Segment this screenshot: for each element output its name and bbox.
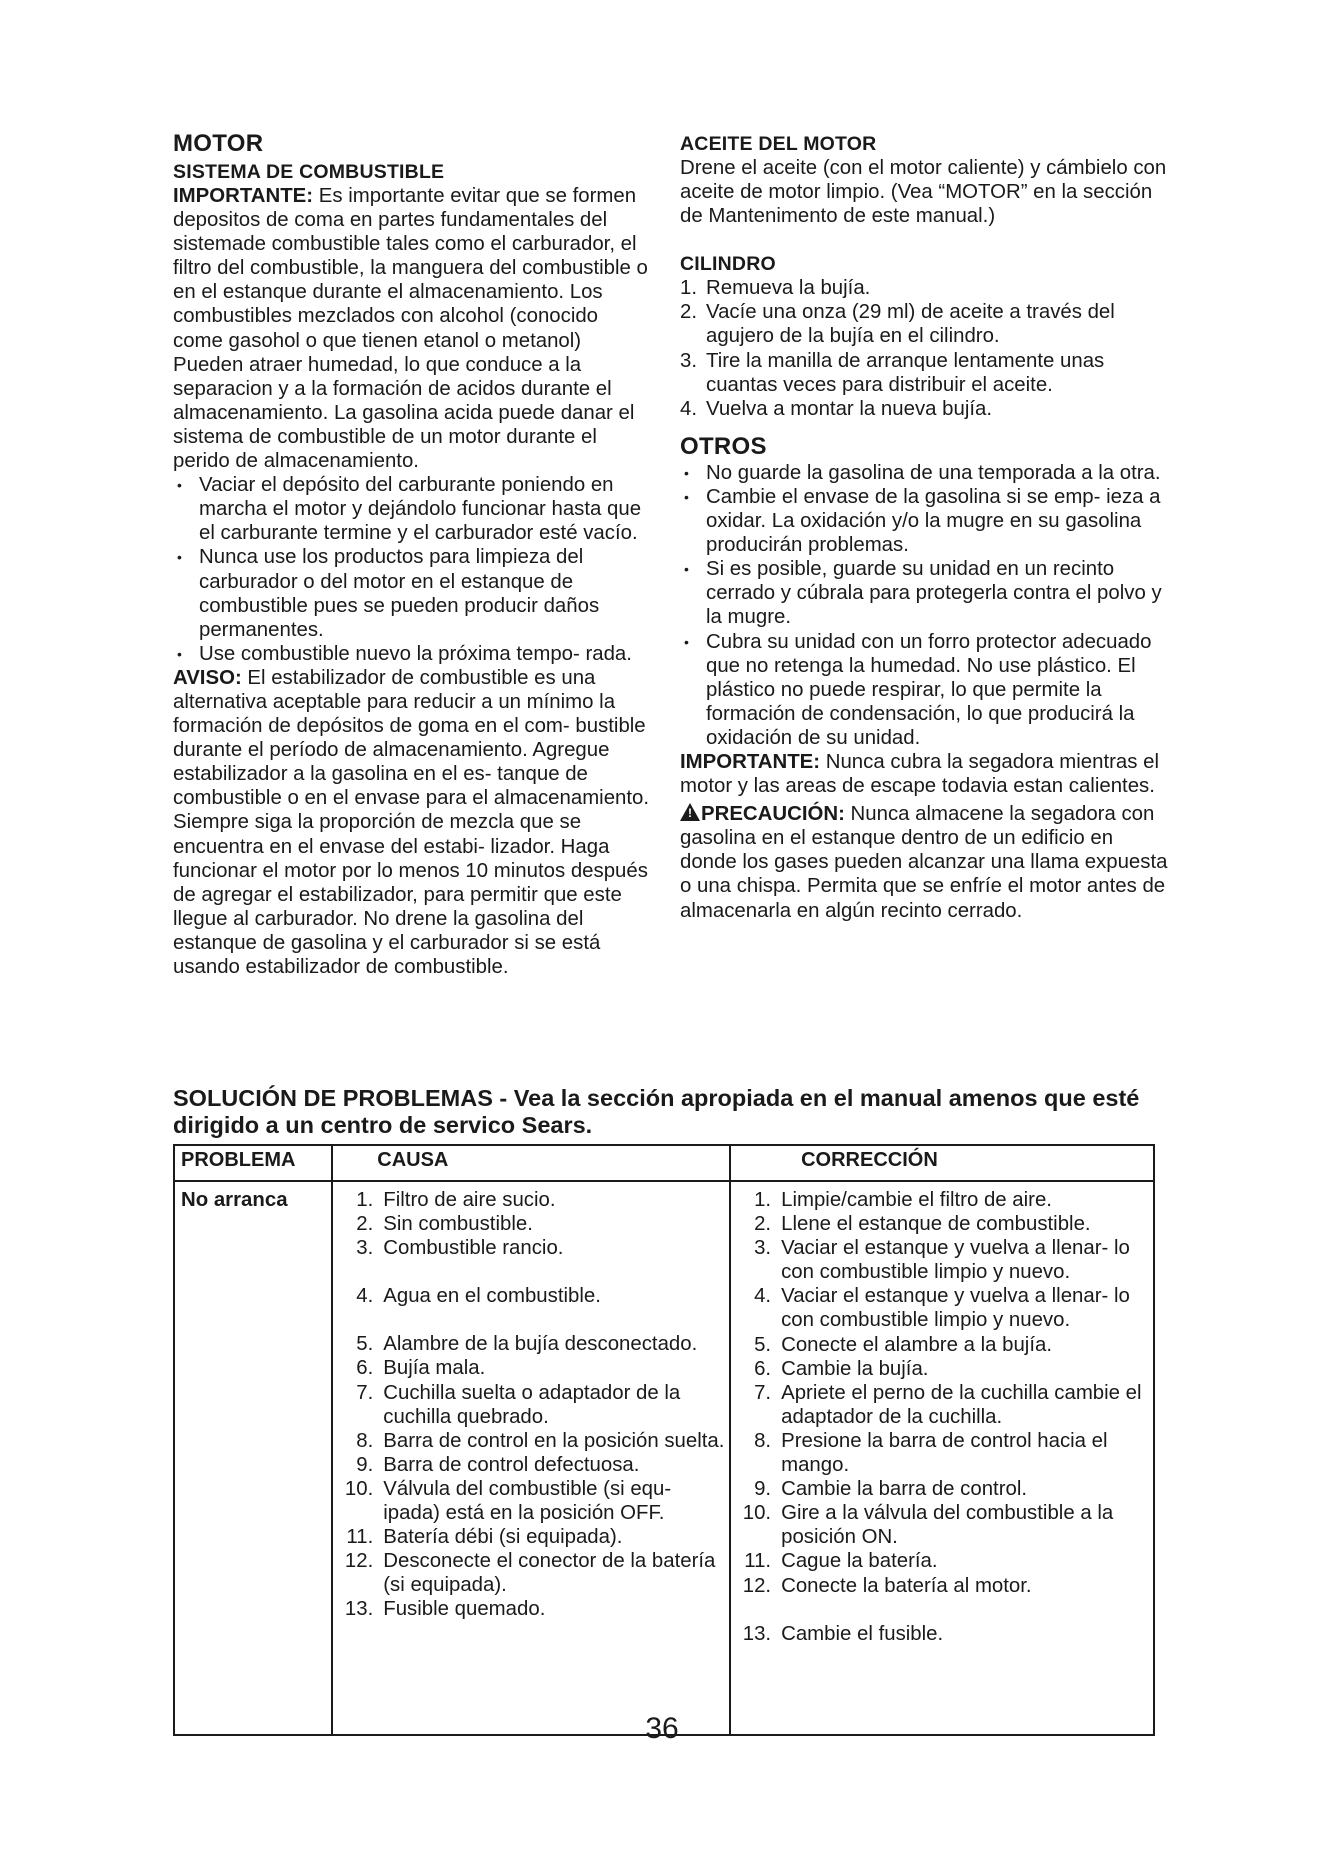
table-row	[174, 1181, 1154, 1735]
list-item	[339, 1477, 725, 1525]
list-item	[339, 1429, 725, 1453]
item-text: Agua en el combustible.	[383, 1285, 601, 1308]
list-item: 3. Tire la manilla de arranque lentamente unas cuantas veces para distribuir el aceite.	[680, 349, 1105, 396]
fuel-bullet-list	[173, 473, 651, 666]
list-item	[339, 1188, 725, 1212]
item-number: 1.	[754, 1189, 772, 1211]
item-text: Limpie/cambie el filtro de aire.	[781, 1189, 1052, 1211]
left-column	[173, 122, 651, 979]
item-number: 2.	[356, 1213, 374, 1236]
list-item	[339, 1332, 725, 1356]
item-text: Apriete el perno de la cuchilla cambie el adaptador de la cuchilla.	[781, 1381, 1142, 1428]
item-text: Cague la batería.	[781, 1550, 938, 1573]
item-number: 5.	[754, 1333, 772, 1356]
page-number: 36	[645, 1712, 679, 1745]
item-number: 7.	[754, 1381, 772, 1404]
item-number: 8.	[754, 1429, 772, 1452]
list-item	[737, 1429, 1149, 1477]
item-number: 13.	[344, 1598, 374, 1621]
item-text: Cambie la bujía.	[781, 1357, 929, 1380]
caution-text: Nunca almacene la segadora con gasolina en el estanque dentro de un edificio en donde los gases pueden alcanzar una llama expuesta o una chispa. Permita que se enfríe el motor antes de almacenarla en algún recinto cerrado.	[680, 803, 1168, 922]
item-text: Conecte la batería al motor.	[781, 1574, 1032, 1597]
others-bullet-list	[680, 461, 1170, 750]
fuel-system-heading: SISTEMA DE COMBUSTIBLE	[173, 161, 445, 183]
item-number: 3.	[356, 1237, 374, 1260]
item-number: 3.	[754, 1237, 772, 1260]
item-text: Filtro de aire sucio.	[383, 1189, 556, 1211]
important-text: Nunca cubra la segadora mientras el motor y las areas de escape todavia estan calientes.	[680, 750, 1159, 798]
item-text: Alambre de la bujía desconectado.	[383, 1333, 698, 1356]
list-item: 1. Remueva la bujía.	[680, 277, 871, 300]
item-number: 13.	[742, 1622, 772, 1645]
item-number: 12.	[742, 1574, 772, 1597]
item-text: Sin combustible.	[383, 1213, 533, 1236]
item-number: 4.	[754, 1285, 772, 1308]
list-item	[737, 1188, 1149, 1212]
list-item	[737, 1549, 1149, 1573]
list-item	[737, 1381, 1149, 1429]
list-item: 2. Vacíe una onza (29 ml) de aceite a través del agujero de la bujía en el cilindro.	[680, 301, 1115, 348]
list-item	[339, 1549, 725, 1597]
list-item: • No guarde la gasolina de una temporada a la otra.	[680, 461, 1170, 485]
item-text: Desconecte el conector de la batería (si equipada).	[383, 1550, 716, 1597]
item-text: Presione la barra de control hacia el mango.	[781, 1429, 1108, 1477]
engine-oil-heading: ACEITE DEL MOTOR	[680, 133, 877, 155]
list-item	[737, 1574, 1149, 1598]
table-header-row	[174, 1145, 1154, 1181]
troubleshooting-title: SOLUCIÓN DE PROBLEMAS - Vea la sección apropiada en el manual amenos que esté dirigido a un centro de servico Sears.	[173, 1085, 1140, 1138]
important-label: IMPORTANTE:	[173, 185, 314, 207]
item-text: Barra de control defectuosa.	[383, 1453, 640, 1476]
list-item: • Cubra su unidad con un forro protector adecuado que no retenga la humedad. No use plástico. El plástico no puede respirar, lo que permite la formación de condensación, lo que producirá la oxidación de su unidad.	[680, 630, 1170, 750]
others-title: OTROS	[680, 432, 767, 460]
list-item	[737, 1236, 1149, 1284]
cause-cell	[332, 1181, 730, 1735]
list-item	[339, 1525, 725, 1549]
caution-paragraph	[680, 802, 1170, 922]
item-text: Vaciar el estanque y vuelva a llenar- lo con combustible limpio y nuevo.	[781, 1285, 1130, 1332]
column-header-problem: PROBLEMA	[174, 1145, 332, 1181]
notice-label: AVISO:	[173, 666, 242, 689]
column-header-cause: CAUSA	[332, 1145, 730, 1181]
cylinder-heading: CILINDRO	[680, 253, 776, 276]
notice-paragraph	[173, 666, 651, 979]
item-number: 9.	[754, 1478, 772, 1501]
list-item: • Si es posible, guarde su unidad en un recinto cerrado y cúbrala para protegerla contra el polvo y la mugre.	[680, 557, 1170, 629]
list-item	[339, 1212, 725, 1236]
list-item	[737, 1501, 1149, 1549]
important-text: Es importante evitar que se formen depositos de coma en partes fundamentales del sistemade combustible tales como el carburador, el filtro del combustible, la manguera del combustible o en el estanque durante el almacenamiento. Los combustibles mezclados con alcohol (conocido come gasohol o que tienen etanol o metanol) Pueden atraer humedad, lo que conduce a la separacion y a la formación de acidos durante el almacenamiento. La gasolina acida puede danar el sistema de combustible de un motor durante el perido de almacenamiento.	[173, 185, 648, 473]
list-item: • Use combustible nuevo la próxima tempo- rada.	[173, 642, 651, 666]
fuel-important-paragraph	[173, 184, 651, 473]
item-text: Batería débi (si equipada).	[383, 1526, 623, 1549]
list-item: • Cambie el envase de la gasolina si se emp- ieza a oxidar. La oxidación y/o la mugre en su gasolina producirán problemas.	[680, 485, 1170, 557]
important-paragraph	[680, 750, 1170, 798]
item-text: Conecte el alambre a la bujía.	[781, 1333, 1053, 1356]
item-text: Barra de control en la posición suelta.	[383, 1429, 725, 1452]
list-item: • Nunca use los productos para limpieza del carburador o del motor en el estanque de combustible pues se pueden producir daños permanentes.	[173, 545, 651, 641]
troubleshooting-table	[173, 1144, 1155, 1736]
right-column	[680, 122, 1170, 923]
item-number: 12.	[344, 1550, 374, 1573]
item-number: 2.	[754, 1213, 772, 1236]
correction-list	[737, 1188, 1149, 1646]
list-item	[339, 1356, 725, 1380]
item-text: Vaciar el estanque y vuelva a llenar- lo con combustible limpio y nuevo.	[781, 1237, 1130, 1284]
list-item	[737, 1284, 1149, 1332]
item-text: Fusible quemado.	[383, 1598, 546, 1621]
cylinder-steps	[680, 276, 1170, 421]
engine-oil-text: Drene el aceite (con el motor caliente) y cámbielo con aceite de motor limpio. (Vea “MOTOR” en la sección de Mantenimento de este manual.)	[680, 157, 1167, 228]
column-header-correction: CORRECCIÓN	[730, 1145, 1154, 1181]
item-number: 5.	[356, 1333, 374, 1356]
important-label: IMPORTANTE:	[680, 750, 821, 773]
item-number: 10.	[344, 1477, 374, 1500]
item-number: 6.	[754, 1357, 772, 1380]
item-text: Gire a la válvula del combustible a la posición ON.	[781, 1502, 1114, 1549]
notice-text: El estabilizador de combustible es una alternativa aceptable para reducir a un mínimo la formación de depósitos de goma en el com- bustible durante el período de almacenamiento. Agregue estabilizador a la gasolina en el es- tanque de combustible o en el envase para el almacenamiento. Siempre siga la proporción de mezcla que se encuentra en el envase del estabi- lizador. Haga funcionar el motor por lo menos 10 minutos después de agregar el estabilizador, para permitir que este llegue al carburador. No drene la gasolina del estanque de gasolina y el carburador si se está usando estabilizador de combustible.	[173, 666, 650, 978]
item-text: Cambie el fusible.	[781, 1622, 944, 1645]
list-item	[339, 1236, 725, 1260]
item-text: Combustible rancio.	[383, 1237, 564, 1260]
list-item	[339, 1284, 725, 1308]
caution-label: PRECAUCIÓN:	[701, 803, 845, 826]
list-item	[737, 1622, 1149, 1646]
item-number: 11.	[744, 1550, 772, 1573]
list-item: • Vaciar el depósito del carburante poniendo en marcha el motor y dejándolo funcionar hasta que el carburante termine y el carburador esté vacío.	[173, 473, 651, 545]
item-number: 4.	[356, 1285, 374, 1308]
item-text: Bujía mala.	[383, 1357, 486, 1380]
list-item	[737, 1212, 1149, 1236]
item-number: 7.	[356, 1381, 374, 1404]
item-text: Llene el estanque de combustible.	[781, 1213, 1091, 1236]
list-item	[339, 1597, 725, 1621]
item-number: 10.	[742, 1502, 772, 1525]
cause-list	[339, 1188, 725, 1622]
motor-title: MOTOR	[173, 130, 264, 157]
list-item	[737, 1357, 1149, 1381]
list-item	[737, 1333, 1149, 1357]
item-number: 9.	[356, 1453, 374, 1476]
item-number: 6.	[356, 1357, 374, 1380]
problem-cell	[174, 1181, 332, 1735]
item-text: Cambie la barra de control.	[781, 1478, 1028, 1501]
item-number: 11.	[346, 1526, 374, 1549]
problem-name: No arranca	[181, 1189, 288, 1211]
list-item	[339, 1453, 725, 1477]
list-item	[737, 1477, 1149, 1501]
correction-cell	[730, 1181, 1154, 1735]
list-item: 4. Vuelva a montar la nueva bujía.	[680, 397, 993, 420]
item-text: Válvula del combustible (si equ- ipada) está en la posición OFF.	[383, 1477, 672, 1525]
item-text: Cuchilla suelta o adaptador de la cuchilla quebrado.	[383, 1381, 681, 1428]
list-item	[339, 1381, 725, 1429]
item-number: 1.	[356, 1189, 374, 1211]
item-number: 8.	[356, 1429, 374, 1452]
warning-triangle-icon	[680, 803, 700, 821]
